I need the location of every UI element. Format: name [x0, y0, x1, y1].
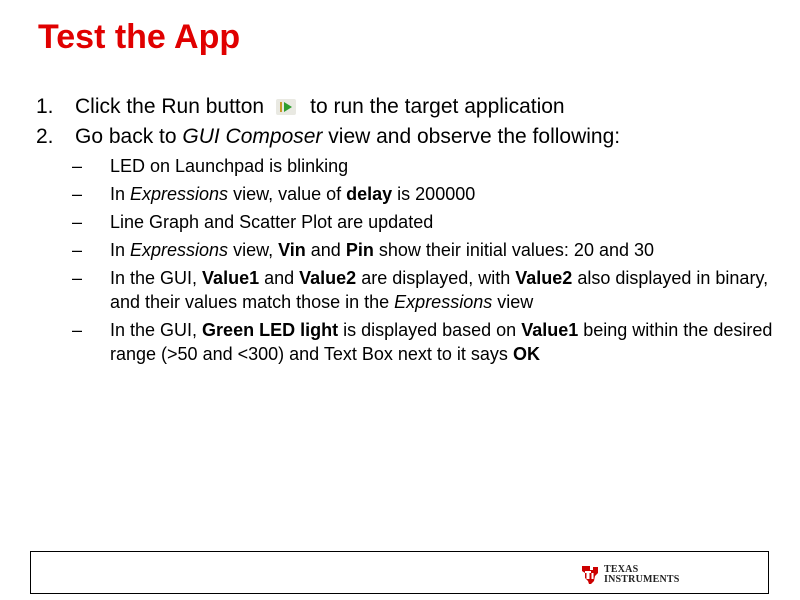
step-text-before-icon: Click the Run button — [75, 95, 265, 118]
observation-text: show their initial values: 20 and 30 — [373, 240, 655, 260]
slide-title: Test the App — [38, 18, 241, 56]
observation-text: Value2 — [515, 268, 573, 288]
step-text-suffix: view and observe the following: — [322, 125, 621, 148]
dash-bullet: – — [72, 184, 83, 204]
ti-wordmark — [604, 565, 680, 585]
step-item-1 — [0, 92, 780, 122]
observation-text: delay — [346, 184, 393, 204]
dash-bullet: – — [72, 212, 83, 232]
ti-wordmark-line1: TEXAS — [604, 564, 639, 575]
observation-text: Pin — [345, 240, 374, 260]
observation-text: are displayed, with — [356, 268, 516, 288]
observation-text: In — [110, 184, 131, 204]
observation-text: Green LED light — [202, 320, 339, 340]
observation-text: being within the desired range (>50 and <300) and Text Box next to it says — [110, 320, 773, 364]
observation-text: OK — [512, 344, 540, 364]
dash-bullet: – — [72, 268, 83, 288]
observation-item — [0, 210, 780, 234]
observation-text: view — [492, 292, 534, 312]
observation-item — [0, 182, 780, 206]
step-text-italic: GUI Composer — [182, 125, 323, 148]
observation-text: Vin — [278, 240, 306, 260]
observation-text: In the GUI, — [110, 320, 203, 340]
step-item-2 — [0, 122, 780, 152]
ti-state-icon — [580, 564, 600, 586]
step-list — [0, 92, 780, 370]
observation-item — [0, 266, 780, 314]
observation-text: and — [305, 240, 346, 260]
observation-list — [0, 154, 780, 366]
observation-text: Value1 — [202, 268, 260, 288]
observation-text: In the GUI, — [110, 268, 203, 288]
dash-bullet: – — [72, 320, 83, 340]
observation-text: In — [110, 240, 131, 260]
step-number: 2. — [36, 125, 54, 148]
step-text-after-icon: to run the target application — [310, 95, 565, 118]
observation-text: is displayed based on — [338, 320, 522, 340]
observation-item — [0, 238, 780, 262]
step-text-prefix: Go back to — [75, 125, 183, 148]
dash-bullet: – — [72, 240, 83, 260]
observation-text: Expressions — [130, 184, 229, 204]
step-number: 1. — [36, 95, 54, 118]
observation-text: Expressions — [394, 292, 493, 312]
observation-text: LED on Launchpad is blinking — [110, 156, 349, 176]
observation-item — [0, 318, 780, 366]
observation-text: and — [259, 268, 300, 288]
observation-text: Line Graph and Scatter Plot are updated — [110, 212, 434, 232]
observation-text: Value2 — [299, 268, 357, 288]
observation-text: Value1 — [521, 320, 579, 340]
observation-text: view, value of — [228, 184, 347, 204]
observation-text: Expressions — [130, 240, 229, 260]
observation-text: is 200000 — [392, 184, 476, 204]
dash-bullet: – — [72, 156, 83, 176]
observation-item — [0, 154, 780, 178]
ti-wordmark-line2: INSTRUMENTS — [604, 574, 680, 585]
run-icon — [276, 99, 296, 115]
observation-text: view, — [228, 240, 279, 260]
texas-instruments-logo — [580, 563, 680, 587]
observation-text: also displayed in binary, and their values match those in the — [110, 268, 769, 312]
